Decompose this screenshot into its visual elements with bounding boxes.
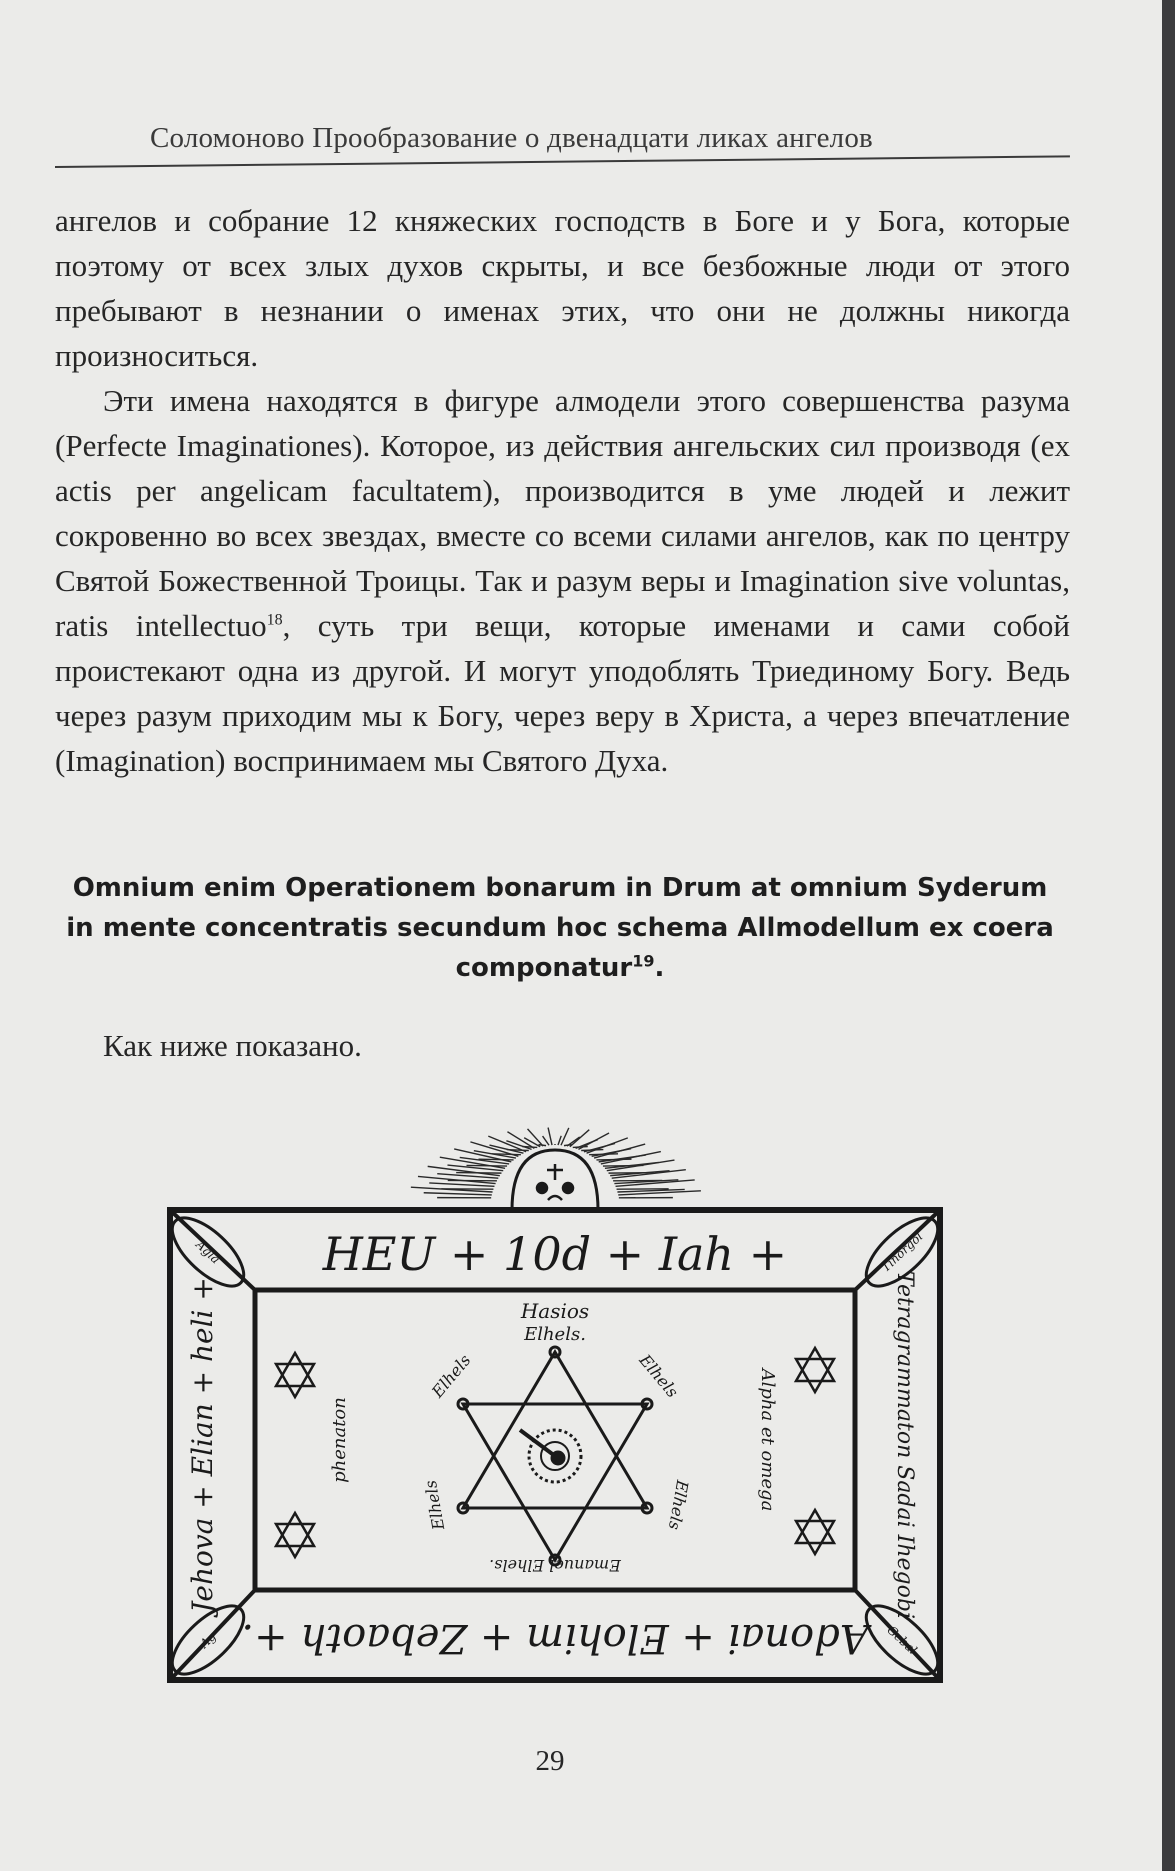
page-number: 29 — [535, 1745, 565, 1777]
corner-br-label: Gebal — [884, 1622, 920, 1658]
star-label-ur: Elhels — [635, 1350, 683, 1402]
sun-ray — [466, 1165, 507, 1166]
sun-ray — [460, 1157, 509, 1164]
sun-ray — [548, 1128, 552, 1145]
right-inscription: Tetragrammaton Sadai Ihegobi — [892, 1270, 917, 1620]
sun-ray — [558, 1136, 561, 1145]
running-head: Соломоново Прообразование о двенадцати ликах ангелов — [150, 122, 873, 154]
sun-ray — [561, 1128, 569, 1145]
sun-ray — [524, 1138, 540, 1147]
footnote-ref-18: 18 — [266, 611, 283, 629]
sun-ray — [424, 1193, 492, 1195]
sun-ray — [492, 1154, 521, 1155]
paragraph-imagination: Эти имена находятся в фигуре алмодели этого совершенства разума (Perfecte Imaginationes). Которое, из действия ангельских сил производя (ex actis per angelicam facultatem), производится в уме людей и лежит сокровенно во всех звездах, вместе со всеми силами ангелов, как по центру Святой Божественной Троицы. Так и разум веры и Imagination sive voluntas, ratis intellectuo$^{18}$, суть три вещи, которые именами и сами собой проистекают одна из другой. И могут уподоблять Триединому Богу. Ведь через разум приходим мы к Богу, через веру в Христа, а через впечатление (Imagination) воспринимаем мы Святого Духа. — [55, 383, 1071, 778]
corner-bl-label: Ag — [197, 1629, 219, 1651]
latin-quote-text: Omnium enim Operationem bonarum in Drum at omnium Syderum in mente concentratis secundum hoc schema Allmodellum ex coera componatur — [66, 873, 1054, 983]
bottom-inscription: Adonai + Elohim + Zebaoth +. — [241, 1615, 869, 1661]
sun-ray — [479, 1159, 514, 1160]
left-inscription: Jehova + Elian + heli + — [186, 1277, 219, 1613]
as-shown-below-text: Как ниже показано. — [103, 1028, 362, 1063]
sun-ray — [567, 1137, 580, 1146]
latin-quote: Omnium enim Operationem bonarum in Drum at omnium Syderum in mente concentratis secundum hoc schema Allmodellum ex coera componatur$^{19}$. — [66, 873, 1054, 983]
almadel-figure — [160, 1070, 950, 1715]
sun-ray — [538, 1145, 546, 1146]
corner-tr-label: Tinorgol — [878, 1229, 926, 1275]
page-edge-shadow — [1162, 0, 1175, 1871]
sun-ray — [507, 1150, 529, 1151]
star-label-bottom: Emanuel Elhels. — [489, 1556, 621, 1575]
paragraph-continuation: ангелов и собрание 12 княжеских господств в Боге и у Бога, которые поэтому от всех злых духов скрыты, и все безбожные люди от этого пребывают в незнании о именах этих, что они не должны никогда произноситься. — [55, 203, 1070, 373]
inner-right-label: Alpha et omega — [757, 1368, 778, 1512]
sun-ray — [456, 1173, 501, 1174]
central-hexagram — [458, 1347, 652, 1565]
paragraph-imagination-text: Эти имена находятся в фигуре алмодели этого совершенства разума (Perfecte Imaginationes). Которое, из действия ангельских сил производя (ex actis per angelicam facultatem), производится в уме людей и лежит сокровенно во всех звездах, вместе со всеми силами ангелов, как по центру Святой Божественной Троицы. Так и разум веры и Imagination sive voluntas, ratis intellectuo — [55, 383, 1070, 643]
sun-ray — [543, 1136, 549, 1145]
inner-left-label: phenaton — [329, 1397, 350, 1483]
star-label-ul: Elhels — [427, 1350, 475, 1402]
header-rule — [55, 155, 1070, 168]
inner-top-label: Hasios — [520, 1299, 590, 1323]
body-text — [55, 198, 1070, 783]
footnote-ref-19: 19 — [632, 951, 655, 971]
top-inscription: HEU + 10d + Iah + — [322, 1227, 788, 1281]
sun-ray — [522, 1147, 537, 1148]
inner-top-label-2: Elhels. — [524, 1324, 586, 1345]
corner-tl-label: Agla — [193, 1237, 223, 1267]
paragraph-imagination-end: суть три вещи, которые именами и сами собой проистекают одна из другой. И могут уподоблять Триединому Богу. Ведь через разум приходим мы к Богу, через веру в Христа, а через впечатление (Imagination) воспринимаем мы Святого Духа. — [55, 608, 1071, 778]
sun-ray — [429, 1183, 494, 1186]
star-label-ll: Elhels — [420, 1478, 449, 1532]
star-label-lr: Elhels — [664, 1478, 693, 1532]
